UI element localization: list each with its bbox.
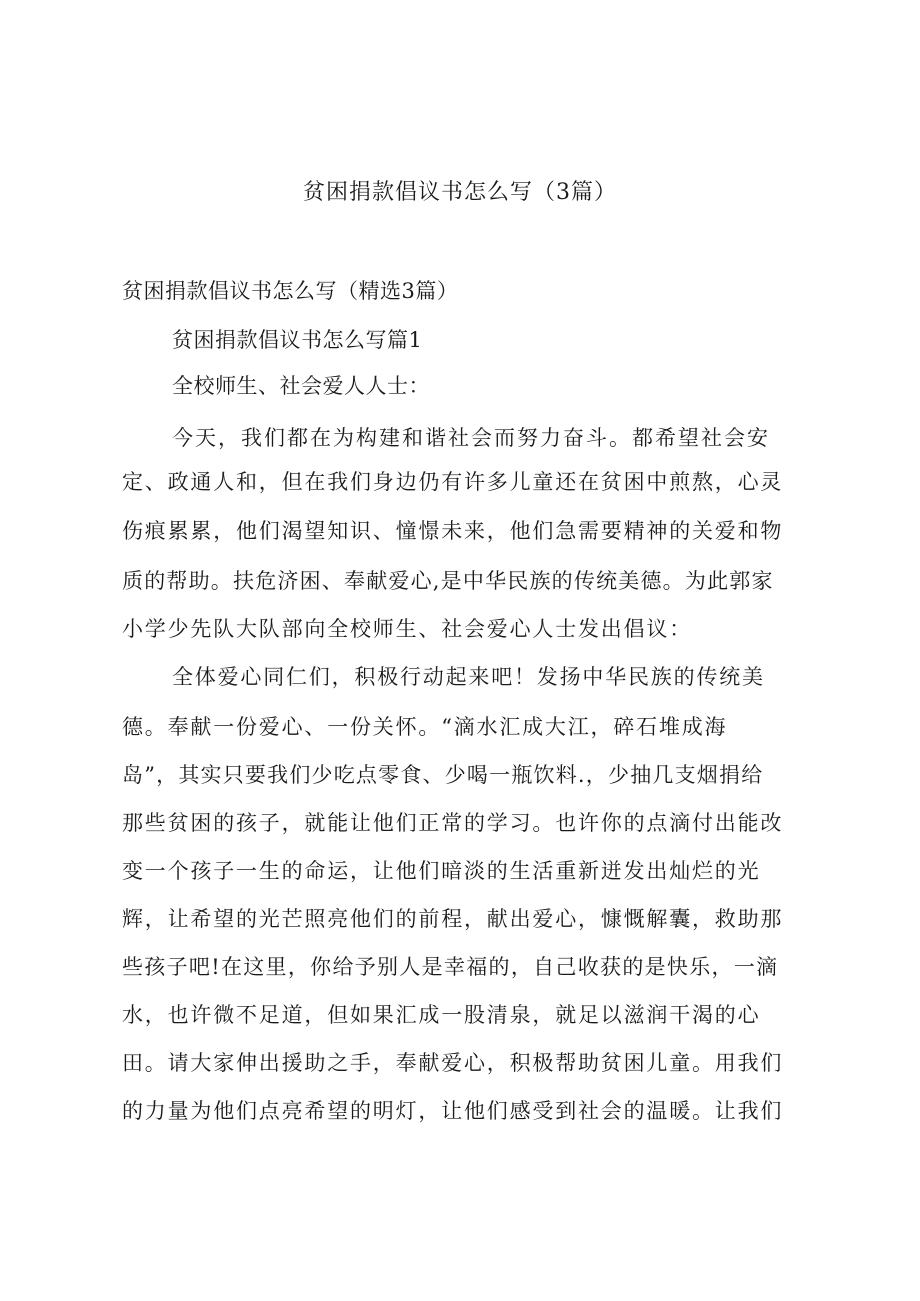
paragraph-line: 全体爱心同仁们，积极行动起来吧！发扬中华民族的传统美 [172, 665, 765, 689]
paragraph-line: 今天，我们都在为构建和谐社会而努力奋斗。都希望社会安 [172, 426, 770, 450]
paragraph-line: 的力量为他们点亮希望的明灯，让他们感受到社会的温暖。让我们 [122, 1099, 784, 1123]
document-title: 贫困捐款倡议书怎么写（3篇） [303, 180, 617, 205]
paragraph-line: 岛”，其实只要我们少吃点零食、少喝一瓶饮料.，少抽几支烟捐给 [122, 763, 764, 787]
paragraph-line: 德。奉献一份爱心、一份关怀。“滴水汇成大江，碎石堆成海 [122, 715, 728, 739]
document-subtitle: 贫困捐款倡议书怎么写（精选3篇） [122, 279, 459, 303]
paragraph-line: 辉，让希望的光芒照亮他们的前程，献出爱心，慷慨解囊，救助那 [122, 907, 784, 931]
paragraph-line: 变一个孩子一生的命运，让他们暗淡的生活重新迸发出灿烂的光 [122, 859, 761, 883]
section-heading: 贫困捐款倡议书怎么写篇1 [172, 328, 423, 352]
greeting-line: 全校师生、社会爱人人士： [172, 374, 430, 398]
paragraph-line: 那些贫困的孩子，就能让他们正常的学习。也许你的点滴付出能改 [122, 811, 784, 835]
paragraph-line: 水，也许微不足道，但如果汇成一股清泉，就足以滋润干渴的心 [122, 1003, 761, 1027]
paragraph-line: 伤痕累累，他们渴望知识、憧憬未来，他们急需要精神的关爱和物 [122, 519, 784, 543]
paragraph-line: 些孩子吧!在这里，你给予别人是幸福的，自己收获的是快乐，一滴 [122, 955, 779, 979]
paragraph-line: 质的帮助。扶危济困、奉献爱心,是中华民族的传统美德。为此郭家 [122, 569, 774, 593]
paragraph-line: 定、政通人和，但在我们身边仍有许多儿童还在贫困中煎熬，心灵 [122, 470, 784, 494]
paragraph-line: 小学少先队大队部向全校师生、社会爱心人士发出倡议： [122, 617, 692, 641]
paragraph-line: 田。请大家伸出援助之手，奉献爱心，积极帮助贫困儿童。用我们 [122, 1051, 784, 1075]
